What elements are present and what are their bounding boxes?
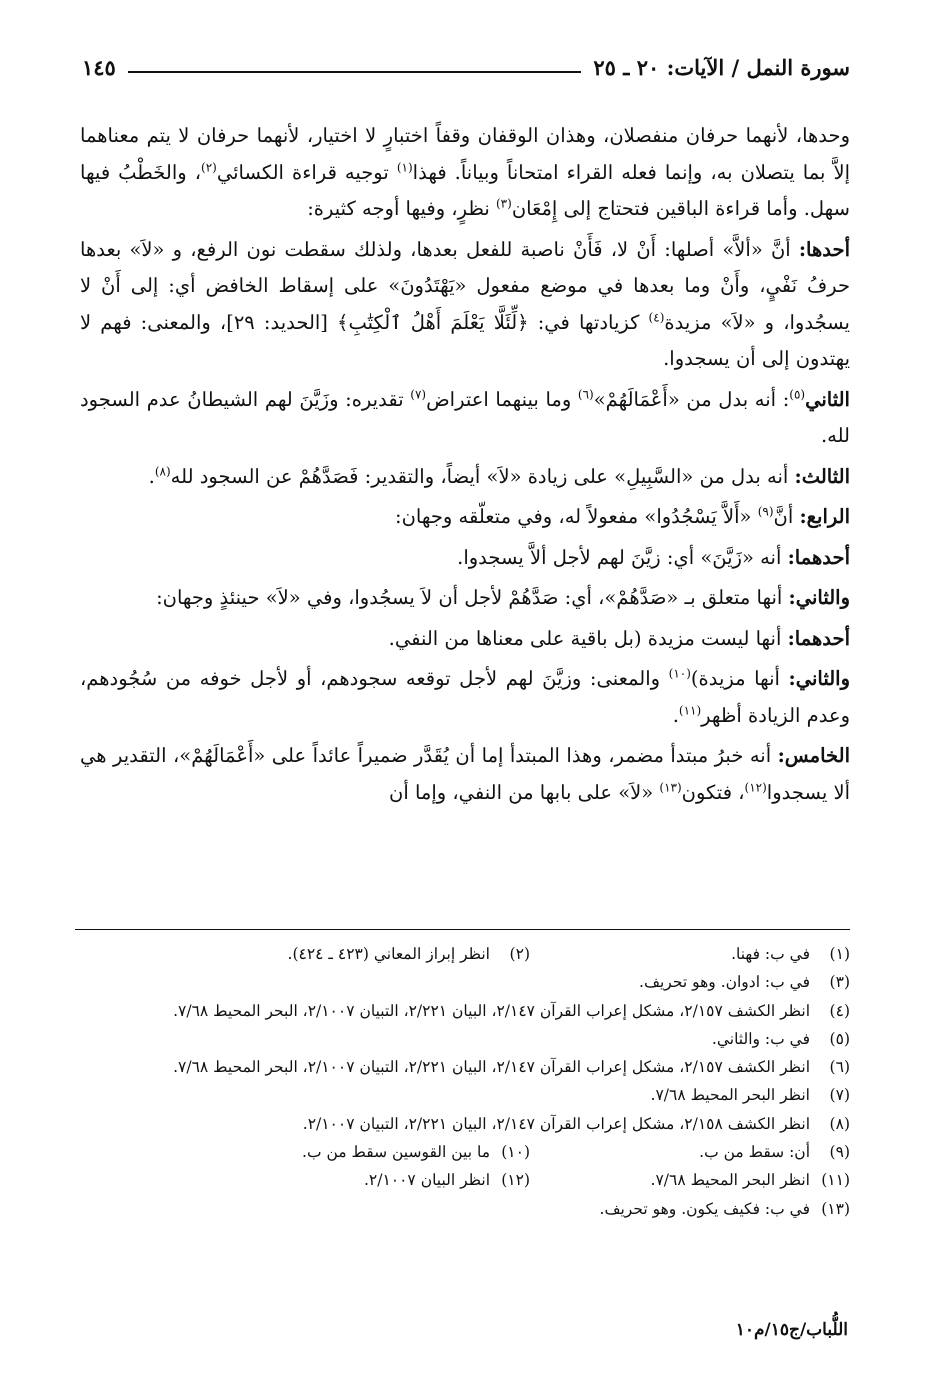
paragraph-9 — [80, 661, 850, 734]
text-run: أنَّ «ألاَّ» أصلها: أَنْ لا، فَأَنْ ناصبة للفعل بعدها، ولذلك سقطت نون الرفع، و «لاَ» بعدها حرفُ نَفْيٍ، وأَنْ وما بعدها في موضع مفعول «يَهْتَدُونَ» على إسقاط الخافض أي: إلى أَنْ لا يسجُدوا، و «لاَ» مزيدة — [80, 237, 850, 334]
paragraph-label: أحدها: — [798, 237, 850, 261]
footnote-number: (٥) — [829, 1029, 850, 1048]
footnote-9 — [530, 1138, 850, 1166]
footnote-text: أن: سقط من ب. — [699, 1143, 810, 1162]
text-run: كزيادتها في: ﴿لِّئَلَّا يَعْلَمَ أَهْلُ ٱلْكِتَٰبِ﴾ [الحديد: ٢٩]، والمعنى: فهم لا يهتدون إلى أن يسجدوا. — [80, 310, 850, 370]
footnote-11 — [530, 1166, 850, 1194]
footnote-ref: (٩) — [757, 504, 774, 519]
text-run: «أَلاَّ يَسْجُدُوا» مفعولاً له، وفي متعلّقه وجهان: — [395, 505, 758, 528]
footnote-text: انظر الكشف ٢/١٥٨، مشكل إعراب القرآن ٢/١٤٧، البيان ٢/٢٢١، التبيان ٢/١٠٠٧. — [302, 1114, 810, 1133]
footnote-row — [80, 940, 850, 968]
text-run: والمعنى: وزيَّنَ لهم لأجل توقعه سجودهم، أو لأجل خوفه من سُجُودهم، وعدم الزيادة أظهر — [80, 667, 850, 727]
footnote-12 — [80, 1166, 530, 1194]
footnote-7 — [80, 1081, 850, 1109]
running-header — [82, 46, 850, 80]
footnote-ref: (٦) — [577, 387, 594, 401]
footnote-text: انظر الكشف ٢/١٥٧، مشكل إعراب القرآن ٢/١٤٧، البيان ٢/٢٢١، التبيان ٢/١٠٠٧، البحر المحيط ٧/٦٨. — [173, 1058, 810, 1077]
paragraph-label: أحدهما: — [787, 626, 850, 650]
footnote-number: (٦) — [829, 1058, 850, 1077]
footnote-number: (٧) — [829, 1086, 850, 1105]
paragraph-label: والثاني: — [788, 586, 850, 609]
paragraph-6 — [80, 540, 850, 577]
text-run: . — [672, 703, 679, 727]
text-run: أنه بدل من «السَّبِيلِ» على زيادة «لاَ» أيضاً، والتقدير: فَصَدَّهُمْ عن السجود لله — [170, 464, 795, 488]
text-run: . — [148, 464, 155, 488]
paragraph-8 — [80, 621, 850, 658]
header-title: سورة النمل / الآيات: ٢٠ ـ ٢٥ — [593, 55, 850, 80]
footnote-number: (١١) — [821, 1171, 850, 1190]
text-run: أنها مزيدة) — [690, 667, 789, 690]
footnote-ref: (٥) — [789, 387, 806, 401]
footnote-ref: (١١) — [678, 703, 702, 717]
text-run: «لاَ» على بابها من النفي، وإما أن — [389, 780, 660, 804]
footnote-text: انظر البيان ٢/١٠٠٧. — [363, 1171, 490, 1190]
footnote-ref: (٢) — [201, 160, 217, 174]
footnote-number: (٣) — [829, 973, 850, 992]
paragraph-label: الرابع: — [799, 505, 850, 528]
footnote-ref: (٨) — [154, 464, 171, 478]
footnote-number: (٨) — [829, 1114, 850, 1133]
footnote-text: انظر البحر المحيط ٧/٦٨. — [650, 1086, 810, 1105]
footnote-4 — [80, 997, 850, 1025]
footnote-text: ما بين القوسين سقط من ب. — [302, 1143, 490, 1162]
paragraph-1 — [80, 118, 850, 228]
text-run: ، والخَطْبُ فيها سهل. وأما قراءة الباقين فتحتاج إلى إِمْعَان — [80, 160, 850, 220]
footnote-ref: (٤) — [648, 310, 665, 324]
footnote-ref: (٧) — [410, 387, 427, 401]
footnote-5 — [80, 1025, 850, 1053]
footnote-2 — [80, 940, 530, 968]
text-run: أنها متعلق بـ «صَدَّهُمْ»، أي: صَدَّهُمْ لأجل أن لاَ يسجُدوا، وفي «لاَ» حينئذٍ وجهان: — [156, 586, 789, 609]
footnote-6 — [80, 1053, 850, 1081]
header-rule — [128, 71, 582, 73]
paragraph-2 — [80, 232, 850, 378]
footnote-ref: (١) — [396, 160, 413, 174]
text-run: أنه خبرُ مبتدأ مضمر، وهذا المبتدأ إما أن يُقَدَّر ضميراً عائداً على «أَعْمَالَهُمْ»، التقدير هي ألا يسجدوا — [80, 744, 850, 804]
footnote-8 — [80, 1110, 850, 1138]
footnote-text: في ب: فكيف يكون. وهو تحريف. — [599, 1199, 810, 1218]
paragraph-label: الخامس: — [777, 744, 850, 767]
text-run: أنه «زَيَّنَ» أي: زيَّنَ لهم لأجل ألاَّ يسجدوا. — [457, 545, 788, 569]
footnote-ref: (١٢) — [744, 780, 767, 794]
text-run: نظرٍ، وفيها أوجه كثيرة: — [307, 197, 496, 220]
footnote-text: في ب: فهنا. — [731, 945, 810, 963]
footnote-text: في ب: ادوان. وهو تحريف. — [639, 973, 810, 992]
footnote-10 — [80, 1138, 530, 1166]
footnote-ref: (١٠) — [668, 666, 691, 681]
footnote-text: انظر البحر المحيط ٧/٦٨. — [650, 1171, 810, 1190]
text-run: تقديره: وزَيَّنَ لهم الشيطانُ عدم السجود لله. — [80, 387, 850, 447]
paragraph-5 — [80, 499, 850, 536]
footnote-ref: (١٣) — [659, 780, 682, 794]
footnote-number: (١٢) — [501, 1171, 530, 1190]
footnote-text: انظر إبراز المعاني (٤٢٣ ـ ٤٢٤). — [287, 945, 490, 963]
footnote-text: انظر الكشف ٢/١٥٧، مشكل إعراب القرآن ٢/١٤٧، البيان ٢/٢٢١، التبيان ٢/١٠٠٧، البحر المحيط ٧/٦٨. — [173, 1001, 810, 1020]
page-number: ١٤٥ — [82, 55, 116, 80]
paragraph-label: الثاني — [805, 387, 850, 411]
footnote-number: (١٣) — [821, 1199, 850, 1218]
paragraph-label: والثاني: — [788, 667, 850, 690]
footnote-text: في ب: والثاني. — [711, 1029, 810, 1048]
text-run: وما بينهما اعتراض — [426, 387, 578, 411]
footnote-number: (٢) — [509, 945, 530, 963]
text-run: أنَّ — [773, 505, 800, 528]
paragraph-3 — [80, 382, 850, 455]
footnote-13 — [80, 1195, 850, 1223]
footnote-number: (١٠) — [501, 1143, 530, 1162]
footnote-number: (١) — [829, 945, 850, 963]
paragraph-7 — [80, 580, 850, 617]
footnotes — [80, 940, 850, 1223]
text-run: : أنه بدل من «أَعْمَالَهُمْ» — [593, 387, 790, 411]
footnote-1 — [530, 940, 850, 968]
footnote-row — [80, 1138, 850, 1166]
paragraph-4 — [80, 459, 850, 496]
footnote-separator — [75, 929, 850, 930]
footnote-number: (٤) — [829, 1001, 850, 1020]
paragraph-label: الثالث: — [794, 464, 850, 488]
footnote-ref: (٣) — [495, 196, 512, 211]
text-run: أنها ليست مزيدة (بل باقية على معناها من النفي. — [388, 626, 788, 650]
signature-mark: اللُّباب/ج١٥/م١٠ — [735, 1320, 848, 1340]
paragraph-label: أحدهما: — [787, 545, 850, 569]
text-run: ، فتكون — [681, 780, 745, 804]
footnote-3 — [80, 968, 850, 996]
footnote-number: (٩) — [829, 1143, 850, 1162]
main-text — [80, 118, 850, 815]
paragraph-10 — [80, 738, 850, 811]
footnote-row — [80, 1166, 850, 1194]
text-run: وحدها، لأنهما حرفان منفصلان، وهذان الوقفان وقفاً اختبارٍ لا اختيار، لأنهما حرفان لا يتم معناهما إلاَّ بما يتصلان به، وإنما فعله القراء امتحاناً وبياناً. فهذا — [80, 124, 850, 184]
text-run: توجيه قراءة الكسائي — [216, 160, 397, 184]
